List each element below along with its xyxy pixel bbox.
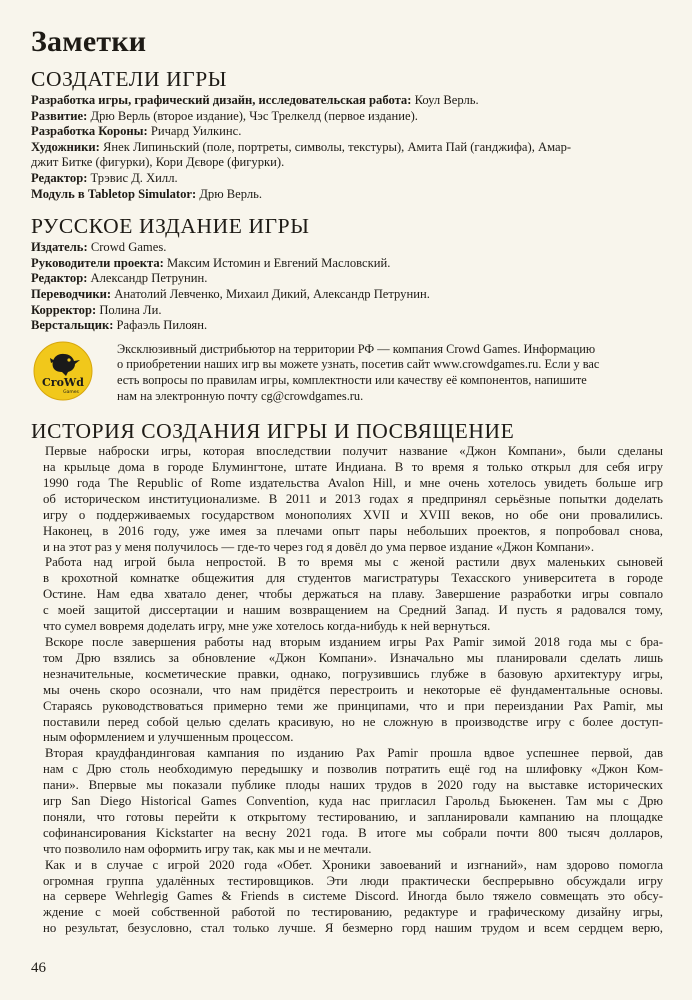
credit-label: Верстальщик: [31,318,114,333]
history-line: Стараясь руководствоваться примерно теми же принципами, что и при переиздании Pax Pamir, мы [43,698,663,713]
distributor-line: нам на электронную почту cg@crowdgames.ru. [117,388,364,403]
history-paragraph [31,746,663,857]
history-line: Как и в случае с игрой 2020 года «Обет. Хроники завоеваний и изгнаний», нам здорово помогла [45,857,663,872]
credit-line [31,318,663,334]
history-line: нам с Дрю столь необходимую передышку и позволив потратить ещё год на шлифовку «Джон Ком- [43,762,663,777]
credit-value: Дрю Верль (второе издание), Чэс Трелкелд (первое издание). [87,108,418,123]
history-line: что позволило нам оформить игру так, как мы и не мечтали. [43,841,372,856]
credit-line [31,187,663,203]
distributor-block [33,341,663,404]
credit-line [31,256,663,272]
creators-heading: СОЗДАТЕЛИ ИГРЫ [31,67,228,91]
history-heading: ИСТОРИЯ СОЗДАНИЯ ИГРЫ И ПОСВЯЩЕНИЕ [31,419,515,444]
history-paragraph [31,635,663,746]
creators-section [31,66,663,202]
page-title: Заметки [31,25,147,58]
credit-label: Развитие: [31,108,88,123]
history-line: мы очень скоро осознали, что нам придётся перестроить и некоторые её фундаментальные основы. [43,682,663,697]
credit-line [31,171,663,187]
credit-label: Разработка Короны: [31,124,148,139]
history-line: Работа над игрой была непростой. В то время мы с женой растили двух маленьких сыновей [45,555,663,570]
history-line: ным оформлением и улучшенным процессом. [43,730,294,745]
credit-label: Корректор: [31,302,97,317]
credit-line [31,140,663,156]
credit-label: Редактор: [31,170,88,185]
credit-value: Дрю Верль. [196,186,263,201]
history-paragraph [31,858,663,938]
credit-line [31,303,663,319]
credit-line [31,109,663,125]
russian-edition-heading: РУССКОЕ ИЗДАНИЕ ИГРЫ [31,214,310,239]
history-line: пани». Впервые мы показали публике плоды наших трудов в 2020 году на выставке исторических [43,778,663,793]
credit-value: Ричард Уилкинс. [147,124,242,139]
history-line: но результат, безусловно, стал только лучше. Я безмерно горд нашим трудом и всем сердцем верю, [43,921,663,936]
russian-edition-section [31,213,663,334]
history-line: с моей защитой диссертации и нашим возвращением на Средний Запад. И пусть я радовался тому, [43,603,663,618]
history-line: Остине. Нам едва хватало денег, чтобы держаться на плаву. Завершение разработки игры совпало [43,587,663,602]
distributor-line: о приобретении наших игр вы можете узнать, посетив сайт www.crowdgames.ru. Если у вас [117,357,600,372]
history-section [31,418,663,937]
history-paragraph [31,555,663,635]
history-line: Наконец, в 2016 году, уже имея за плечами опыт пары небольших проектов, я попробовал снова, [43,523,663,538]
credit-value: джит Битке (фигурки), Кори Дєворе (фигурки). [31,155,285,170]
credit-value: Crowd Games. [87,240,167,255]
logo-subtext: Games [63,389,79,395]
crowd-games-logo [33,341,93,401]
history-line: Вторая краудфандинговая кампания по изданию Pax Pamir прошла вдвое успешнее первой, дав [45,746,663,761]
history-paragraph [31,444,663,555]
history-body [31,444,663,937]
page [31,22,663,937]
creators-list [31,93,663,202]
credit-line [31,287,663,303]
credit-value: Коул Верль. [411,93,479,107]
credit-value: Максим Истомин и Евгений Масловский. [163,255,391,270]
logo-text: CroWd [42,375,84,389]
history-line: огромная группа удалённых тестировщиков. Эти люди практически беспрерывно обсуждали игру [43,873,663,888]
history-line: об историческом институционализме. В 2011 и 2013 годах я предпринял серьёзные попытки доделать [43,491,663,506]
history-line: Вскоре после завершения работы над вторым изданием игры Pax Pamir зимой 2018 года мы с бра- [45,634,663,649]
history-line: поняли, что готовы перейти к открытому тестированию, и запланировали кампанию на площадке [43,809,663,824]
history-line: что сумел вовремя доделать игру, мне уже хотелось когда-нибудь к ней вернуться. [43,619,491,634]
credit-label: Модуль в Tabletop Simulator: [31,186,197,201]
history-line: на сервере Wehrlegig Games & Friends в системе Discord. Иногда было тяжело совмещать это обсу- [43,889,663,904]
russian-edition-list [31,240,663,334]
credit-label: Переводчики: [31,286,112,301]
history-line: на крыльце дома в городе Блумингтоне, штате Индиана. В то время я только открыл для себя игру [43,460,663,474]
history-line: незначительные, косметические правки, однако, погрузившись глубже в базовую архитектуру игры, [43,666,663,681]
distributor-line: Эксклюзивный дистрибьютор на территории РФ — компания Crowd Games. Информацию [117,341,596,356]
credit-value: Анатолий Левченко, Михаил Дикий, Александр Петрунин. [111,286,430,301]
distributor-line: есть вопросы по правилам игры, комплектности или качеству её компонентов, напишите [117,372,587,387]
credit-label: Редактор: [31,271,88,286]
history-line: ждение с моей собственной работой по тестированию, редактуре и графическому дизайну игры, [43,905,663,920]
history-line: Первые наброски игры, которая впоследствии получит название «Джон Компани», были сделаны [45,444,663,459]
credit-line [31,155,663,171]
history-line: софинансирования Kickstarter на весну 2021 года. В итоге мы собрали почти 800 тысяч долларов, [43,825,663,840]
credit-line [31,93,663,109]
history-line: 1990 года The Republic of Rome издательства Avalon Hill, и мне очень хотелось увидеть больше игр [43,475,663,490]
credit-line [31,124,663,140]
page-number: 46 [31,960,46,976]
distributor-text [117,342,662,404]
history-line: поставили перед собой целью сделать красивую, но не сложную в производстве игру с более доступ- [43,714,663,729]
history-line: игр San Diego Historical Games Convention, куда нас пригласил Гарольд Бьюкенен. Там мы с Дрю [43,794,663,809]
history-line: том Дрю взялись за обновление «Джон Компани». Изначально мы планировали сделать лишь [43,650,663,665]
credit-value: Янек Липиньский (поле, портреты, символы, текстуры), Амита Пай (ганджифа), Амар- [99,139,572,154]
credit-label: Издатель: [31,240,88,255]
credit-value: Александр Петрунин. [87,271,208,286]
credit-label: Разработка игры, графический дизайн, исследовательская работа: [31,93,412,107]
credit-value: Трэвис Д. Хилл. [87,170,178,185]
credit-line [31,240,663,256]
credit-value: Полина Ли. [96,302,162,317]
credit-label: Художники: [31,139,100,154]
history-line: в крохотной комнатке общежития для студентов магистратуры Техасского университета в городе [43,571,663,586]
credit-label: Руководители проекта: [31,255,164,270]
credit-line [31,271,663,287]
credit-value: Рафаэль Пилоян. [113,318,208,333]
history-line: и на этот раз у меня получилось — где-то через год я довёл до ума первое издание «Джон Компани». [43,539,595,554]
history-line: игру о поддерживаемых государством монополиях XVII и XVIII веков, но обе они провалились. [43,507,663,522]
